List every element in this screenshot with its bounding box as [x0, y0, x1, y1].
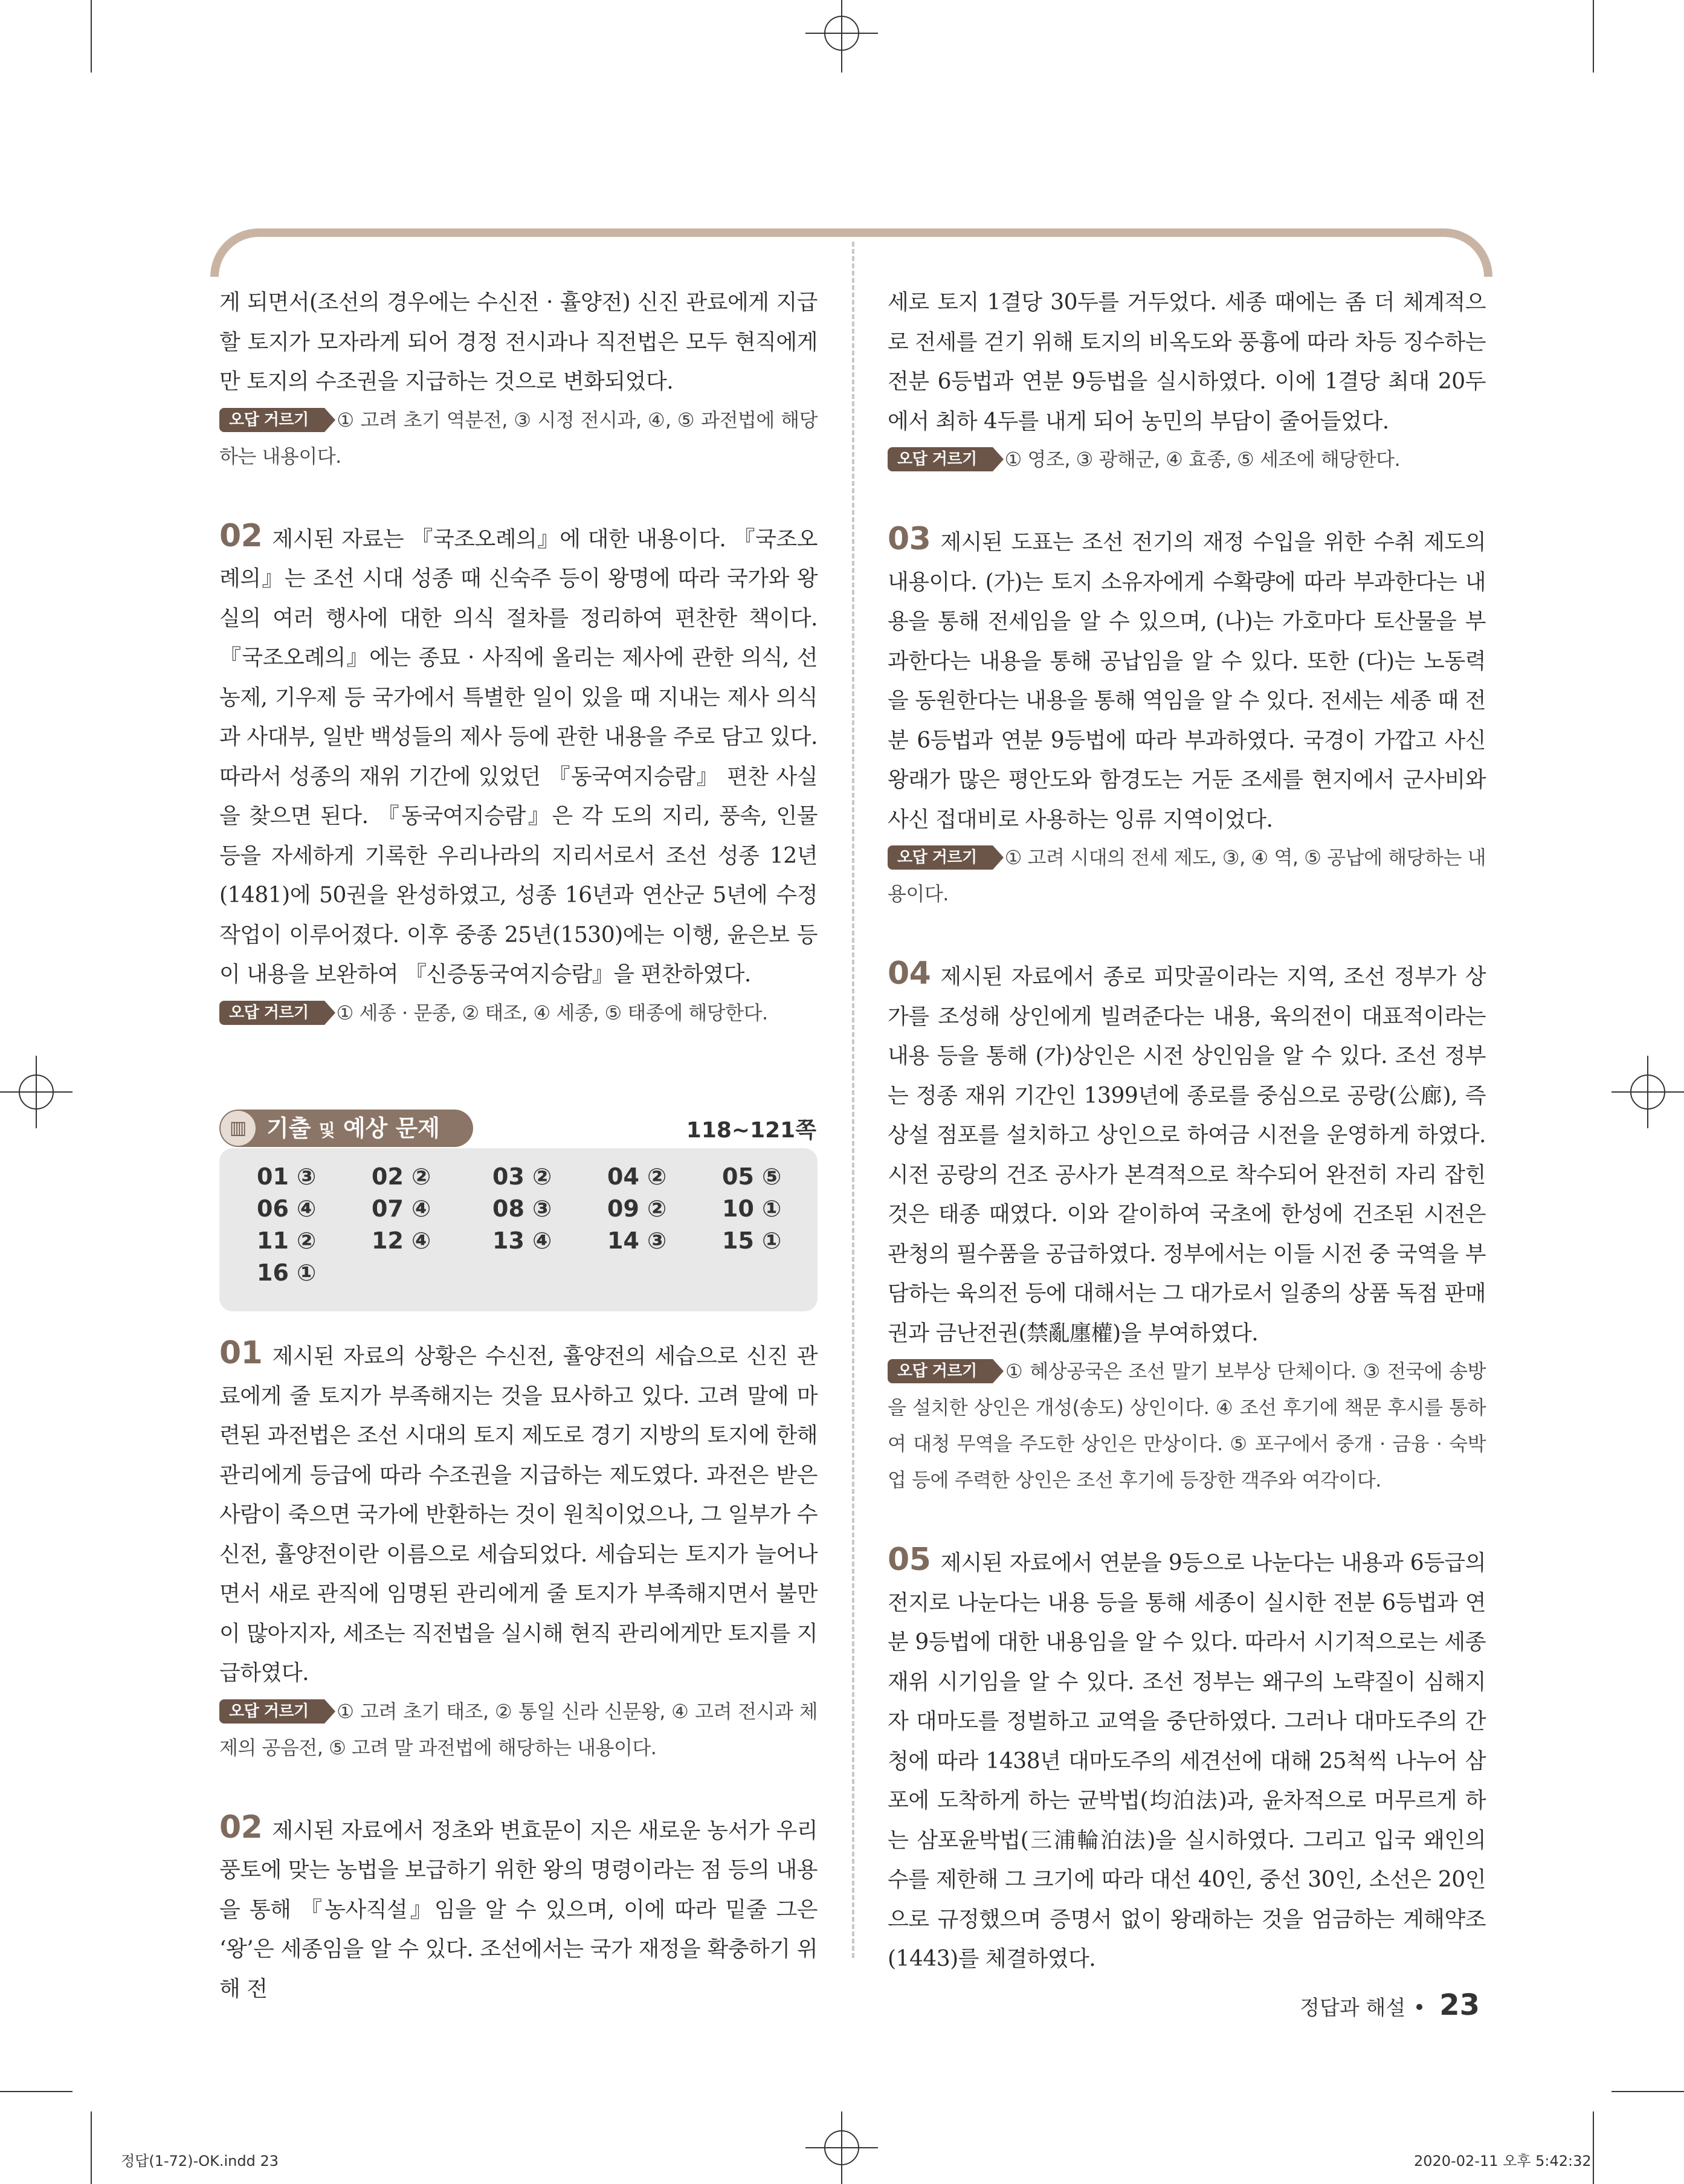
slug-timestamp: 2020-02-11 오후 5:42:32 [1414, 2153, 1592, 2169]
answer-explanation [888, 283, 1486, 441]
question-number: 01 [219, 1335, 263, 1371]
wrong-answer-tag: 오답 거르기 [888, 447, 993, 471]
explanation-text: 제시된 자료는 『국조오례의』에 대한 내용이다. 『국조오례의』는 조선 시대 성종 때 신숙주 등이 왕명에 따라 국가와 왕실의 여러 행사에 대한 의식 절차를 정리하여 편찬한 책이다. 『국조오례의』에는 종묘 · 사직에 올리는 제사에 관한 의식, 선농제, 기우제 등 국가에서 특별한 일이 있을 때 지내는 제사 의식과 사대부, 일반 백성들의 제사 등에 관한 내용을 주로 담고 있다. 따라서 성종의 재위 기간에 있었던 『동국여지승람』 편찬 사실을 찾으면 된다. 『동국여지승람』은 각 도의 지리, 풍속, 인물 등을 자세하게 기록한 우리나라의 지리서로서 조선 성종 12년(1481)에 50권을 완성하였고, 성종 16년과 연산군 5년에 수정 작업이 이루어졌다. 이후 중종 25년(1530)에는 이행, 윤은보 등이 내용을 보완하여 『신증동국여지승람』을 편찬하였다. [219, 526, 818, 987]
left-column-upper [219, 283, 818, 1031]
registration-mark-icon [805, 2111, 878, 2184]
answer-key-item: 16 ① [257, 1259, 317, 1286]
answer-key-item: 07 ④ [372, 1195, 431, 1222]
crop-mark [91, 0, 92, 73]
explanation-text: 게 되면서(조선의 경우에는 수신전 · 휼양전) 신진 관료에게 지급할 토지가 모자라게 되어 경정 전시과나 직전법은 모두 현직에게만 토지의 수조권을 지급하는 것으로 변화되었다. [219, 290, 818, 394]
page-number: 23 [1439, 1988, 1480, 2022]
section-gap [219, 474, 818, 517]
answer-key-item: 14 ③ [607, 1227, 667, 1254]
answer-key-item: 13 ④ [492, 1227, 552, 1254]
wrong-answer-note [888, 441, 1486, 477]
wrong-answer-note [888, 1353, 1486, 1498]
section-gap [888, 477, 1486, 520]
footer-label: 정답과 해설 [1300, 1996, 1406, 2020]
answer-explanation [219, 1808, 818, 2009]
answer-key-item: 15 ① [722, 1227, 782, 1254]
answer-explanation [888, 1540, 1486, 1979]
wrong-answer-text: ① 세종 · 문종, ② 태조, ④ 세종, ⑤ 태종에 해당한다. [336, 1001, 768, 1024]
page-range: 118~121쪽 [686, 1118, 816, 1143]
explanation-text: 세로 토지 1결당 30두를 거두었다. 세종 때에는 좀 더 체계적으로 전세를 걷기 위해 토지의 비옥도와 풍흉에 따라 차등 징수하는 전분 6등법과 연분 9등법을 실시하였다. 이에 1결당 최대 20두에서 최하 4두를 내게 되어 농민의 부담이 줄어들었다. [888, 290, 1486, 434]
wrong-answer-note [219, 1693, 818, 1766]
wrong-answer-tag: 오답 거르기 [219, 1001, 324, 1025]
book-icon: ▥ [221, 1111, 256, 1146]
wrong-answer-text: ① 고려 초기 태조, ② 통일 신라 신문왕, ④ 고려 전시과 체제의 공음전, ⑤ 고려 말 과전법에 해당하는 내용이다. [219, 1699, 818, 1759]
explanation-text: 제시된 자료에서 종로 피맛골이라는 지역, 조선 정부가 상가를 조성해 상인에게 빌려준다는 내용, 육의전이 대표적이라는 내용 등을 통해 (가)상인은 시전 상인임을 알 수 있다. 조선 정부는 정종 재위 기간인 1399년에 종로를 중심으로 공랑(公廊), 즉 상설 점포를 설치하고 상인으로 하여금 시전을 운영하게 하였다. 시전 공랑의 건조 공사가 본격적으로 착수되어 완전히 자리 잡힌 것은 태종 때였다. 이와 같이하여 국초에 한성에 건조된 시전은 관청의 필수품을 공급하였다. 정부에서는 이들 시전 중 국역을 부담하는 육의전 등에 대해서는 그 대가로서 일종의 상품 독점 판매권과 금난전권(禁亂廛權)을 부여하였다. [888, 964, 1486, 1346]
question-number: 04 [888, 955, 931, 992]
answer-explanation [219, 283, 818, 402]
answer-key-item: 09 ② [607, 1195, 667, 1222]
answer-box-title [219, 1110, 473, 1147]
slug-filename: 정답(1-72)-OK.indd 23 [121, 2153, 279, 2169]
wrong-answer-text: ① 영조, ③ 광해군, ④ 효종, ⑤ 세조에 해당한다. [1004, 448, 1401, 471]
answer-explanation [219, 1334, 818, 1693]
answer-grid [219, 1148, 818, 1311]
answer-key-item: 12 ④ [372, 1227, 431, 1254]
wrong-answer-note [219, 995, 818, 1031]
crop-mark [0, 2091, 73, 2092]
question-number: 03 [888, 521, 931, 557]
answer-key-item: 02 ② [372, 1163, 431, 1190]
answer-key-item: 05 ⑤ [722, 1163, 782, 1190]
wrong-answer-text: ① 혜상공국은 조선 말기 보부상 단체이다. ③ 전국에 송방을 설치한 상인은 개성(송도) 상인이다. ④ 조선 후기에 책문 후시를 통하여 대청 무역을 주도한 상인은 만상이다. ⑤ 포구에서 중개 · 금융 · 숙박업 등에 주력한 상인은 조선 후기에 등장한 객주와 여각이다. [888, 1360, 1486, 1491]
explanation-text: 제시된 자료의 상황은 수신전, 휼양전의 세습으로 신진 관료에게 줄 토지가 부족해지는 것을 묘사하고 있다. 고려 말에 마련된 과전법은 조선 시대의 토지 제도로 경기 지방의 토지에 한해 관리에게 등급에 따라 수조권을 지급하는 제도였다. 과전은 받은 사람이 죽으면 국가에 반환하는 것이 원칙이었으나, 그 일부가 수신전, 휼양전이란 이름으로 세습되었다. 세습되는 토지가 늘어나면서 새로 관직에 임명된 관리에게 줄 토지가 부족해지면서 불만이 많아지자, 세조는 직전법을 실시해 현직 관리에게만 토지를 지급하였다. [219, 1344, 818, 1685]
explanation-text: 제시된 자료에서 연분을 9등으로 나눈다는 내용과 6등급의 전지로 나눈다는 내용 등을 통해 세종이 실시한 전분 6등법과 연분 9등법에 대한 내용임을 알 수 있다. 따라서 시기적으로는 세종 재위 시기임을 알 수 있다. 조선 정부는 왜구의 노략질이 심해지자 대마도를 정벌하고 교역을 중단하였다. 그러나 대마도주의 간청에 따라 1438년 대마도주의 세견선에 대해 25척씩 나누어 삼포에 도착하게 하는 균박법(均泊法)과, 윤차적으로 머무르게 하는 삼포윤박법(三浦輪泊法)을 실시하였다. 그리고 입국 왜인의 수를 제한해 그 크기에 따라 대선 40인, 중선 30인, 소선은 20인으로 규정했으며 증명서 없이 왕래하는 것을 엄금하는 계해약조(1443)를 체결하였다. [888, 1551, 1486, 1971]
section-gap [888, 912, 1486, 954]
answer-key-item: 11 ② [257, 1227, 317, 1254]
wrong-answer-tag: 오답 거르기 [888, 1359, 993, 1383]
title-part-c: 예상 문제 [343, 1115, 440, 1142]
title-part-b: 및 [318, 1120, 335, 1140]
wrong-answer-text: ① 고려 초기 역분전, ③ 시정 전시과, ④, ⑤ 과전법에 해당하는 내용이다. [219, 408, 818, 468]
crop-mark [1593, 2111, 1594, 2184]
registration-mark-icon [805, 0, 878, 73]
answer-key-item: 01 ③ [257, 1163, 317, 1190]
registration-mark-icon [1611, 1056, 1684, 1128]
explanation-text: 제시된 자료에서 정초와 변효문이 지은 새로운 농서가 우리 풍토에 맞는 농법을 보급하기 위한 왕의 명령이라는 점 등의 내용을 통해 『농사직설』임을 알 수 있으며, 이에 따라 밑줄 그은 ‘왕’은 세종임을 알 수 있다. 조선에서는 국가 재정을 확충하기 위해 전 [219, 1818, 818, 2001]
title-part-a: 기출 [266, 1115, 311, 1142]
wrong-answer-text: ① 고려 시대의 전세 제도, ③, ④ 역, ⑤ 공납에 해당하는 내용이다. [888, 846, 1486, 905]
bullet-icon [1416, 2004, 1422, 2010]
explanation-text: 제시된 도표는 조선 전기의 재정 수입을 위한 수취 제도의 내용이다. (가)는 토지 소유자에게 수확량에 따라 부과한다는 내용을 통해 전세임을 알 수 있으며, (나)는 가호마다 토산물을 부과한다는 내용을 통해 공납임을 알 수 있다. 또한 (다)는 노동력을 동원한다는 내용을 통해 역임을 알 수 있다. 전세는 세종 때 전분 6등법과 연분 9등법에 따라 부과하였다. 국경이 가깝고 사신 왕래가 많은 평안도와 함경도는 거둔 조세를 현지에서 군사비와 사신 접대비로 사용하는 잉류 지역이었다. [888, 530, 1486, 832]
answer-explanation [219, 517, 818, 995]
answer-key-item: 10 ① [722, 1195, 782, 1222]
answer-box-header [219, 1110, 818, 1148]
answer-key-item: 04 ② [607, 1163, 667, 1190]
crop-mark [1593, 0, 1594, 73]
page-footer [1300, 1988, 1480, 2022]
crop-mark [1611, 2091, 1684, 2092]
column-divider [852, 242, 854, 1958]
answer-explanation [888, 520, 1486, 839]
left-column-lower [219, 1334, 818, 2009]
section-gap [219, 1766, 818, 1808]
section-gap [888, 1498, 1486, 1540]
wrong-answer-tag: 오답 거르기 [219, 408, 324, 432]
registration-mark-icon [0, 1056, 73, 1128]
answer-key-item: 08 ③ [492, 1195, 552, 1222]
answer-key-item: 06 ④ [257, 1195, 317, 1222]
question-number: 05 [888, 1542, 931, 1578]
question-number: 02 [219, 517, 263, 554]
question-number: 02 [219, 1809, 263, 1846]
answer-explanation [888, 954, 1486, 1353]
right-column [888, 283, 1486, 1979]
wrong-answer-tag: 오답 거르기 [219, 1699, 324, 1724]
wrong-answer-tag: 오답 거르기 [888, 845, 993, 870]
top-decorative-bar [210, 228, 1492, 277]
wrong-answer-note [219, 402, 818, 474]
wrong-answer-note [888, 839, 1486, 912]
answer-key-item: 03 ② [492, 1163, 552, 1190]
crop-mark [91, 2111, 92, 2184]
